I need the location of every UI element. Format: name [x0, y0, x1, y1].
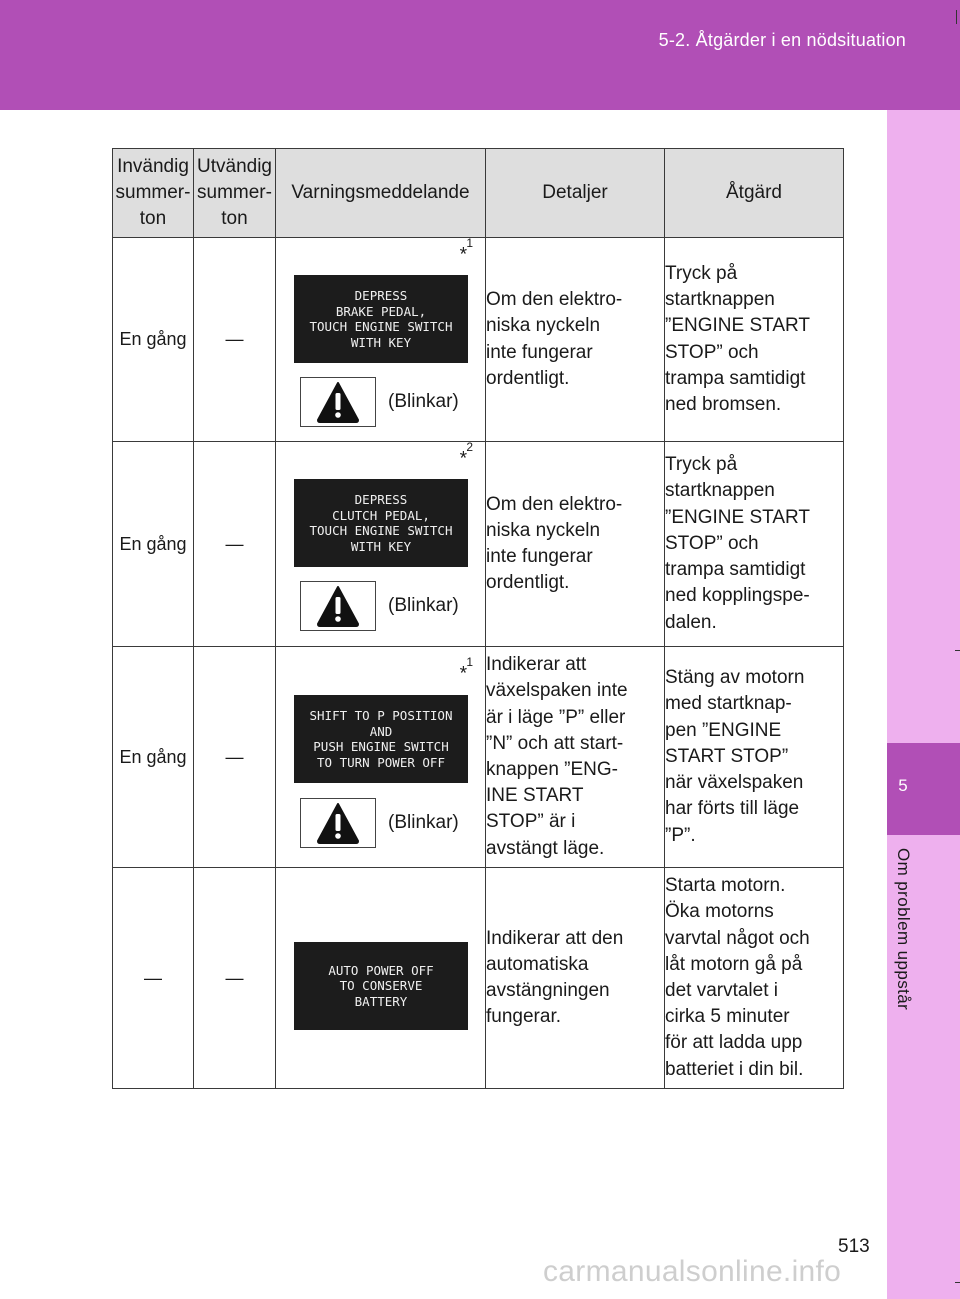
details-cell: Om den elektro- niska nyckeln inte fungerar ordentligt.: [486, 238, 665, 442]
action-cell: Tryck på startknappen ”ENGINE START STOP” och trampa samtidigt ned kopplingspe- dalen.: [665, 442, 844, 647]
internal-buzzer-cell: En gång: [113, 238, 194, 442]
blinking-label: (Blinkar): [388, 595, 459, 616]
crop-mark: [956, 10, 957, 24]
table-row: [113, 238, 844, 442]
section-title: 5-2. Åtgärder i en nödsituation: [658, 30, 906, 50]
warning-message-cell: [276, 647, 486, 868]
external-buzzer-cell: —: [194, 647, 276, 868]
internal-buzzer-cell: En gång: [113, 647, 194, 868]
page-header: [0, 0, 960, 110]
header-external-buzzer: Utvändig summer- ton: [194, 149, 276, 238]
display-message: DEPRESS CLUTCH PEDAL, TOUCH ENGINE SWITCH WITH KEY: [294, 479, 468, 567]
external-buzzer-cell: —: [194, 442, 276, 647]
table-row: [113, 647, 844, 868]
details-cell: Indikerar att växelspaken inte är i läge ”P” eller ”N” och att start- knappen ”ENG- INE START STOP” är i avstängt läge.: [486, 647, 665, 868]
details-cell: Indikerar att den automatiska avstängningen fungerar.: [486, 868, 665, 1089]
internal-buzzer-cell: En gång: [113, 442, 194, 647]
action-cell: Starta motorn. Öka motorns varvtal något och låt motorn gå på det varvtalet i cirka 5 minuter för att ladda upp batteriet i din bil.: [665, 868, 844, 1089]
table-header-row: [113, 149, 844, 238]
action-cell: Tryck på startknappen ”ENGINE START STOP” och trampa samtidigt ned bromsen.: [665, 238, 844, 442]
warning-message-cell: [276, 442, 486, 647]
chapter-number: 5: [898, 776, 908, 795]
internal-buzzer-cell: —: [113, 868, 194, 1089]
header-warning-message: Varningsmeddelande: [276, 149, 486, 238]
details-cell: Om den elektro- niska nyckeln inte fungerar ordentligt.: [486, 442, 665, 647]
footnote-marker: *$^1$: [458, 655, 473, 685]
warning-light: [300, 798, 376, 848]
blinking-label: (Blinkar): [388, 391, 459, 412]
blinking-label: (Blinkar): [388, 812, 459, 833]
header-internal-buzzer: Invändig summer- ton: [113, 149, 194, 238]
display-message: AUTO POWER OFF TO CONSERVE BATTERY: [294, 942, 468, 1030]
warning-message-cell: [276, 238, 486, 442]
chapter-side-tab: [887, 110, 960, 1299]
warning-triangle-icon: [316, 585, 360, 627]
table-row: [113, 442, 844, 647]
chapter-title: Om problem uppstår: [894, 848, 913, 1011]
header-details: Detaljer: [486, 149, 665, 238]
action-cell: Stäng av motorn med startknap- pen ”ENGINE START STOP” när växelspaken har förts till läge ”P”.: [665, 647, 844, 868]
watermark: carmanualsonline.info: [543, 1255, 842, 1288]
warning-triangle-icon: [316, 381, 360, 423]
footnote-marker: *$^1$: [458, 236, 473, 266]
display-message: SHIFT TO P POSITION AND PUSH ENGINE SWITCH TO TURN POWER OFF: [294, 695, 468, 783]
display-message: DEPRESS BRAKE PEDAL, TOUCH ENGINE SWITCH WITH KEY: [294, 275, 468, 363]
warning-message-cell: [276, 868, 486, 1089]
header-action: Åtgärd: [665, 149, 844, 238]
warning-light: [300, 377, 376, 427]
table-row: [113, 868, 844, 1089]
warning-triangle-icon: [316, 802, 360, 844]
warning-table: [112, 148, 844, 1089]
footnote-marker: *$^2$: [458, 440, 473, 470]
crop-mark: [955, 1282, 960, 1283]
external-buzzer-cell: —: [194, 868, 276, 1089]
external-buzzer-cell: —: [194, 238, 276, 442]
warning-light: [300, 581, 376, 631]
crop-mark: [955, 650, 960, 651]
page-number: 513: [838, 1236, 870, 1257]
